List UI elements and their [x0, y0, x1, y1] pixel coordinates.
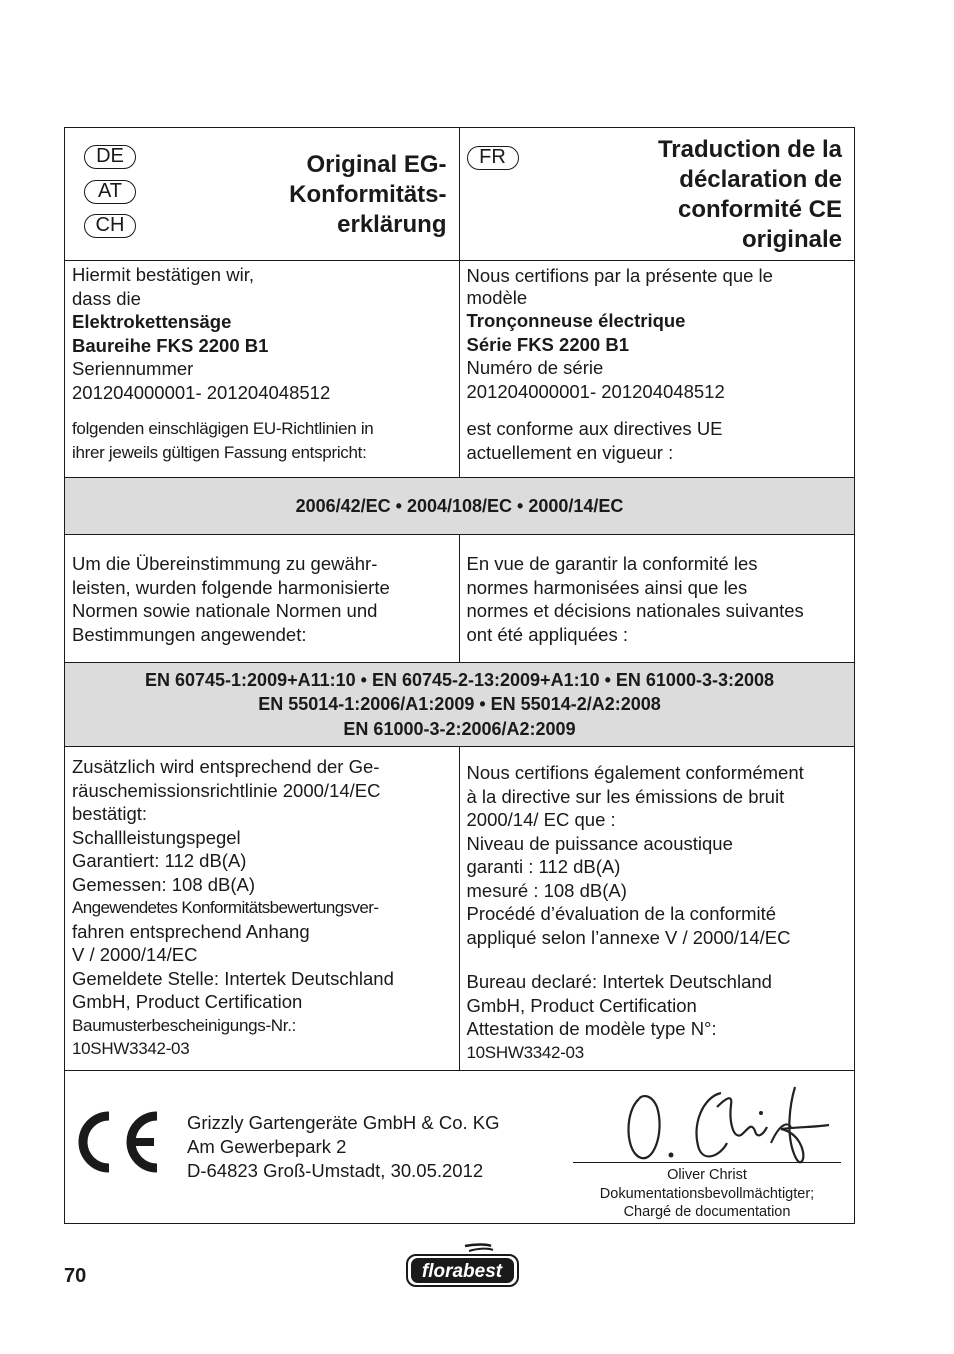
title-fr: Traduction de la déclaration de conformité CE originale [657, 136, 842, 253]
badge-fr: FR [467, 146, 519, 170]
product-name: Elektrokettensäge [72, 311, 232, 332]
noise-row [65, 747, 854, 1071]
standards-band [65, 663, 854, 747]
manufacturer-address [187, 1111, 500, 1183]
declaration-table [64, 127, 855, 1224]
product-fr: Nous certifions par la présente que le modèle Tronçonneuse électrique Série FKS 2200 B1 Numéro de série 201204000001- 201204048512 est conforme aux directives UE actuellement en vigueur : [466, 265, 773, 463]
city-date: D-64823 Groß-Umstadt, 30.05.2012 [187, 1160, 484, 1181]
signature-row [65, 1071, 854, 1223]
directives-band [65, 478, 854, 535]
badge-ch: CH [84, 214, 136, 238]
signer-role-de: Dokumentationsbevollmächtigter; [599, 1185, 815, 1202]
noise-de: Zusätzlich wird entsprechend der Ge- räuschemissionsrichtlinie 2000/14/EC bestätigt: Schallleistungspegel Garantiert: 112 dB(A) Gemessen: 108 dB(A) Angewendetes Konformitätsbewertungsver- fahren entsprechend Anhang V / 2000/14/EC Gemeldete Stelle: Intertek Deutschland GmbH, Product Certification Baumusterbescheinigungs-Nr.: 10SHW3342-03 [65, 747, 460, 1070]
page-number: 70 [64, 1265, 87, 1287]
standards-intro-row [65, 535, 854, 663]
title-de: Original EG- Konformitäts- erklärung [289, 151, 447, 238]
directives-list: 2006/42/EC • 2004/108/EC • 2000/14/EC [295, 495, 624, 516]
badge-de: DE [84, 145, 136, 169]
standards-line: EN 60745-1:2009+A11:10 • EN 60745-2-13:2009+A1:10 • EN 61000-3-3:2008 [144, 669, 775, 690]
product-de: Hiermit bestätigen wir, dass die Elektrokettensäge Baureihe FKS 2200 B1 Seriennummer 201204000001- 201204048512 folgenden einschlägigen EU-Richtlinien in ihrer jeweils gültigen Fassung entspricht: [65, 261, 460, 477]
product-series: Baureihe FKS 2200 B1 [72, 334, 269, 356]
badge-at: AT [84, 180, 136, 204]
header-row [65, 128, 854, 261]
handwritten-signature [621, 1081, 831, 1173]
standards-intro-de: Um die Übereinstimmung zu gewähr- leisten, wurden folgende harmonisierte Normen sowie nationale Normen und Bestimmungen angewendet: [65, 535, 460, 662]
signer-role-fr: Chargé de documentation [623, 1204, 791, 1220]
header-de [65, 128, 460, 260]
signer-name: Oliver Christ [667, 1167, 747, 1183]
header-fr [460, 128, 855, 260]
signer-block [573, 1166, 841, 1222]
standards-line: EN 61000-3-2:2006/A2:2009 [343, 718, 576, 739]
company-name: Grizzly Gartengeräte GmbH & Co. KG [187, 1112, 500, 1133]
signature-line [573, 1162, 841, 1163]
svg-text:florabest: florabest [421, 1261, 503, 1282]
florabest-logo [405, 1243, 520, 1289]
standards-line: EN 55014-1:2006/A1:2009 • EN 55014-2/A2:2008 [258, 694, 661, 715]
product-row [65, 261, 854, 478]
standards-intro-fr: En vue de garantir la conformité les normes harmonisées ainsi que les normes et décisions nationales suivantes ont été appliquées : [466, 553, 804, 645]
noise-fr: Nous certifions également conformément à la directive sur les émissions de bruit 2000/14/ EC que : Niveau de puissance acoustique garanti : 112 dB(A) mesuré : 108 dB(A) Procédé d’évaluation de la conformité appliqué selon l’annexe V / 2000/14/EC Bureau declaré: Intertek Deutschland GmbH, Product Certification Attestation de modèle type N°: 10SHW3342-03 [466, 762, 804, 1062]
street: Am Gewerbepark 2 [187, 1136, 347, 1157]
serial-number: 201204000001- 201204048512 [72, 381, 331, 403]
ce-mark-icon [74, 1109, 160, 1175]
